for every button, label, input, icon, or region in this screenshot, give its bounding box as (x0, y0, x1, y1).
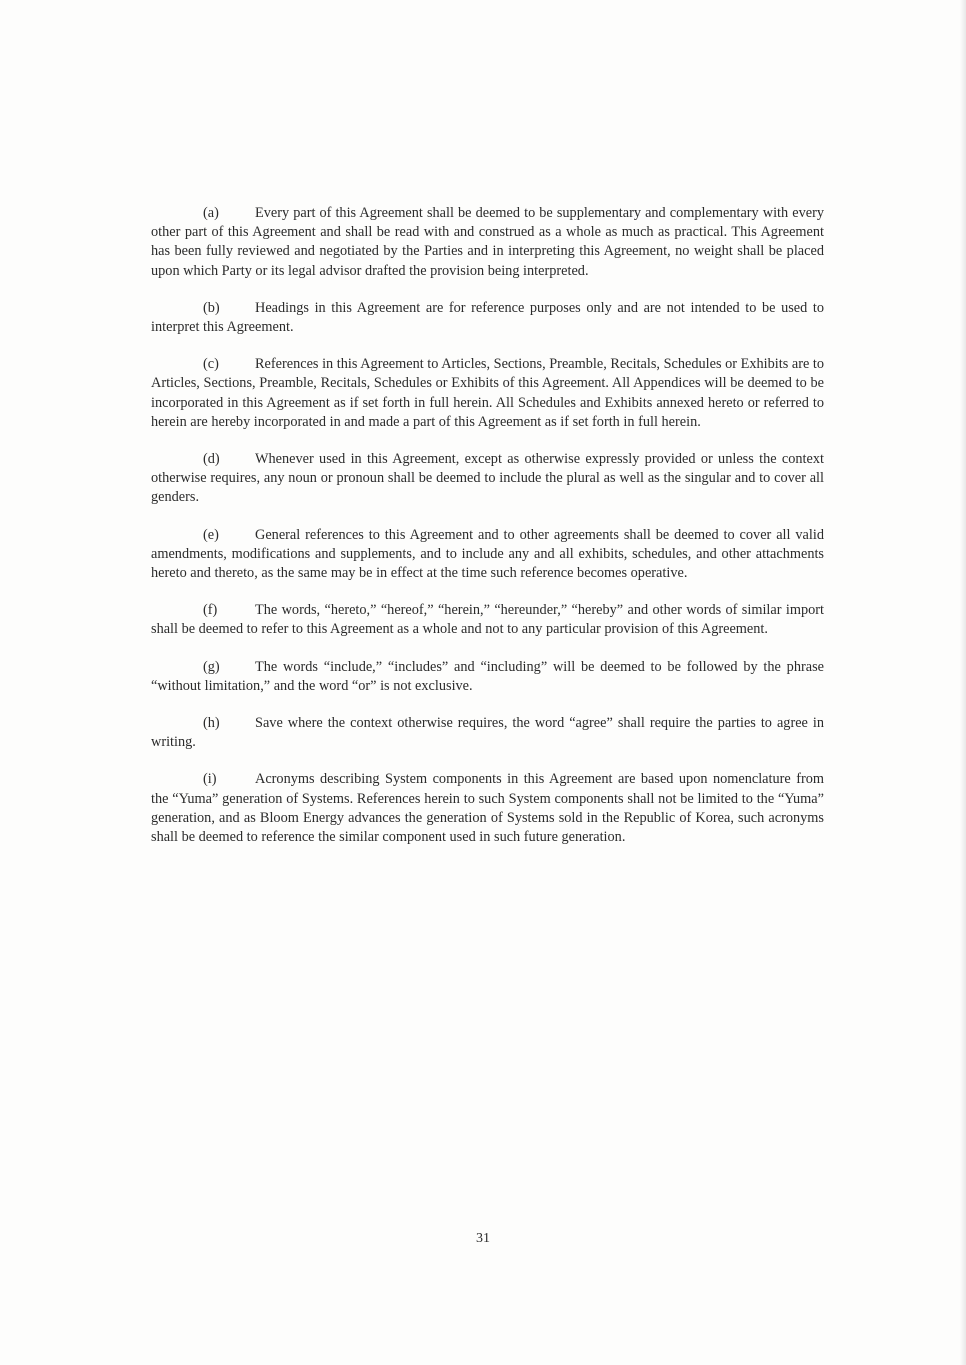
paragraph-text: Acronyms describing System components in this Agreement are based upon nomenclature from the “Yuma” generation of Systems. References herein to such System components shall not be limited to the “Yuma” generation, and as Bloom Energy advances the generation of Systems sold in the Republic of Korea, such acronyms shall be deemed to reference the similar component used in such future generation. (151, 771, 824, 846)
page-edge-shadow (960, 0, 966, 1365)
paragraph-label: (e) (203, 526, 219, 543)
paragraph-text: Every part of this Agreement shall be deemed to be supplementary and complementary with every other part of this Agreement and shall be read with and construed as a whole as much as practical. This Agreement has been fully reviewed and negotiated by the Parties and in interpreting this Agreement, no weight shall be placed upon which Party or its legal advisor drafted the provision being interpreted. (151, 205, 824, 279)
paragraph-label: (g) (203, 658, 220, 675)
paragraph-label: (f) (203, 602, 218, 619)
paragraph-e (151, 526, 824, 584)
paragraph-g (151, 658, 824, 696)
paragraph-d (151, 450, 824, 508)
paragraph-text: General references to this Agreement and to other agreements shall be deemed to cover all valid amendments, modifications and supplements, and to include any and all exhibits, schedules, and other attachments hereto and thereto, as the same may be in effect at the time such reference becomes operative. (151, 526, 824, 582)
paragraph-f (151, 601, 824, 639)
paragraph-text: The words “include,” “includes” and “including” will be deemed to be followed by the phrase “without limitation,” and the word “or” is not exclusive. (151, 658, 824, 694)
paragraph-label: (b) (203, 299, 220, 316)
paragraph-text: Whenever used in this Agreement, except as otherwise expressly provided or unless the context otherwise requires, any noun or pronoun shall be deemed to include the plural as well as the singular and to cover all genders. (151, 451, 824, 506)
paragraph-a (151, 204, 824, 281)
paragraph-text: Headings in this Agreement are for reference purposes only and are not intended to be used to interpret this Agreement. (151, 299, 824, 336)
paragraph-c (151, 355, 824, 432)
paragraph-label: (h) (203, 715, 220, 732)
paragraph-label: (d) (203, 451, 220, 468)
paragraph-label: (a) (203, 205, 219, 221)
paragraph-b (151, 299, 824, 337)
paragraph-label: (c) (203, 356, 219, 373)
page-number: 31 (476, 1231, 490, 1246)
paragraph-text: References in this Agreement to Articles, Sections, Preamble, Recitals, Schedules or Exhibits are to Articles, Sections, Preamble, Recitals, Schedules or Exhibits of this Agreement. All Appendices will be deemed to be incorporated in this Agreement as if set forth in full herein. All Schedules and Exhibits annexed hereto or referred to herein are hereby incorporated in and made a part of this Agreement as if set forth in full herein. (151, 356, 824, 430)
document-body (151, 204, 824, 865)
paragraph-h (151, 714, 824, 752)
paragraph-text: Save where the context otherwise requires, the word “agree” shall require the parties to agree in writing. (151, 715, 824, 751)
paragraph-label: (i) (203, 771, 217, 788)
paragraph-text: The words, “hereto,” “hereof,” “herein,” “hereunder,” “hereby” and other words of similar import shall be deemed to refer to this Agreement as a whole and not to any particular provision of this Agreement. (151, 602, 824, 638)
paragraph-i (151, 770, 824, 847)
